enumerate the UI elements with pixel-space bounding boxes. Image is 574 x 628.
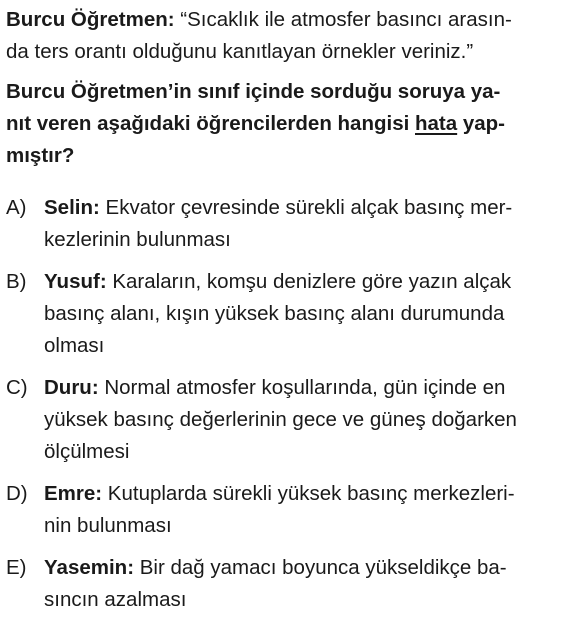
option-line-1 [44, 372, 568, 404]
option-line-2: basınç alanı, kışın yüksek basınç alanı durumunda [44, 302, 505, 325]
option-letter: B) [6, 270, 27, 293]
question-stem-line-3: mıştır? [6, 144, 75, 167]
option-line-1 [44, 478, 568, 510]
option-text: Bir dağ yamacı boyunca yükseldikçe ba- [134, 556, 507, 579]
option-letter: C) [6, 376, 28, 399]
student-name: Duru: [44, 376, 99, 399]
option-c[interactable] [6, 372, 568, 468]
option-text: Normal atmosfer koşullarında, gün içinde en [98, 376, 506, 399]
option-b[interactable] [6, 266, 568, 362]
question-stem-line-1: Burcu Öğretmen’in sınıf içinde sorduğu soruya ya- [6, 80, 501, 103]
option-letter: E) [6, 556, 27, 579]
option-line-1 [44, 266, 568, 298]
student-name: Yasemin: [44, 556, 135, 579]
option-letter: A) [6, 196, 27, 219]
answer-options [6, 192, 568, 616]
option-line-2: sıncın azalması [44, 588, 187, 611]
student-name: Emre: [44, 482, 103, 505]
question-stem [6, 76, 568, 172]
option-d[interactable] [6, 478, 568, 542]
question-stem-underlined-word: hata [415, 112, 458, 135]
question-page [6, 4, 568, 626]
teacher-prompt-line-1 [6, 4, 568, 36]
student-name: Yusuf: [44, 270, 107, 293]
option-text: Ekvator çevresinde sürekli alçak basınç mer- [99, 196, 513, 219]
option-letter: D) [6, 482, 28, 505]
teacher-prompt-text-1: “Sıcaklık ile atmosfer basıncı arasın- [174, 8, 512, 31]
teacher-prompt [6, 4, 568, 68]
option-line-3: ölçülmesi [44, 440, 130, 463]
question-stem-text-before: nıt veren aşağıdaki öğrencilerden hangisi [6, 112, 415, 135]
option-line-2: kezlerinin bulunması [44, 228, 231, 251]
question-stem-text-after: yap- [457, 112, 506, 135]
option-line-1 [44, 192, 568, 224]
option-line-1 [44, 552, 568, 584]
option-line-2: nin bulunması [44, 514, 172, 537]
option-text: Kutuplarda sürekli yüksek basınç merkezleri- [102, 482, 515, 505]
option-e[interactable] [6, 552, 568, 616]
option-line-2: yüksek basınç değerlerinin gece ve güneş doğarken [44, 408, 517, 431]
option-a[interactable] [6, 192, 568, 256]
teacher-prompt-line-2: da ters orantı olduğunu kanıtlayan örnekler veriniz.” [6, 40, 474, 63]
teacher-name: Burcu Öğretmen: [6, 8, 175, 31]
option-line-3: olması [44, 334, 105, 357]
student-name: Selin: [44, 196, 100, 219]
question-stem-line-2 [6, 108, 568, 140]
option-text: Karaların, komşu denizlere göre yazın alçak [106, 270, 512, 293]
